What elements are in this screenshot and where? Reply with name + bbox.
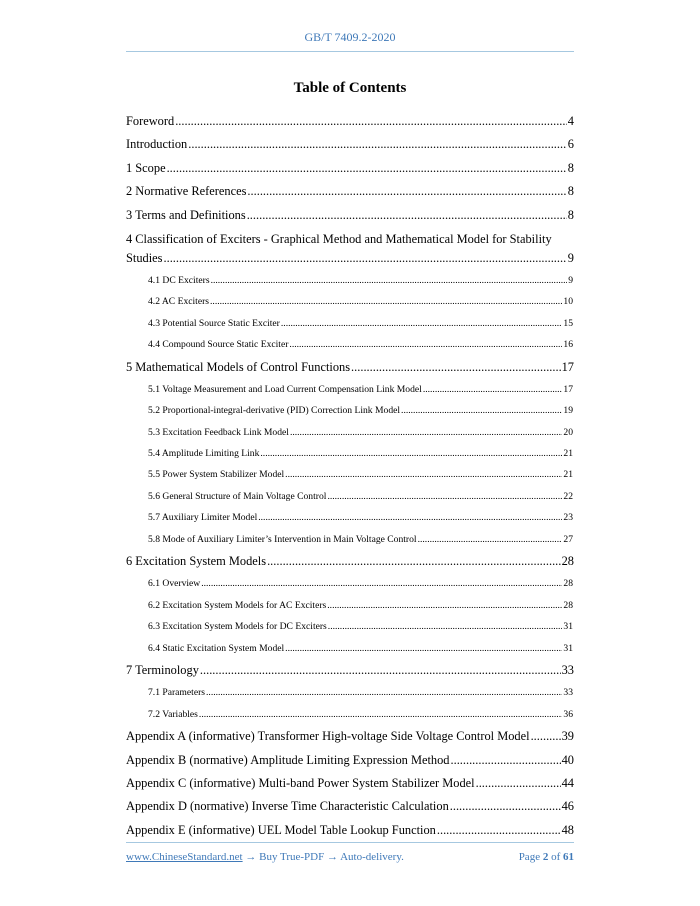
toc-entry[interactable] xyxy=(126,270,574,291)
toc-entry-label: 4.3 Potential Source Static Exciter xyxy=(148,317,280,329)
toc-entry[interactable] xyxy=(126,638,574,659)
toc-entry[interactable] xyxy=(126,507,574,528)
dot-leader xyxy=(531,725,561,748)
toc-entry-wrapped[interactable] xyxy=(126,227,574,267)
toc-entry[interactable] xyxy=(126,573,574,594)
chinesestandard-link[interactable]: www.ChineseStandard.net xyxy=(126,851,243,863)
toc-entry-page: 10 xyxy=(563,296,573,308)
dot-leader xyxy=(289,334,562,355)
toc-entry-label: Studies xyxy=(126,250,163,265)
page-current: 2 xyxy=(542,851,549,863)
toc-entry-page: 20 xyxy=(563,426,573,438)
toc-entry[interactable] xyxy=(126,486,574,507)
toc-entry-page: 28 xyxy=(563,599,573,611)
dot-leader xyxy=(210,291,562,312)
toc-entry[interactable] xyxy=(126,249,574,267)
toc-entry[interactable] xyxy=(126,157,574,180)
toc-entry-page: 31 xyxy=(563,621,573,633)
dot-leader xyxy=(476,772,561,795)
toc-entry-label: Appendix B (normative) Amplitude Limiting Expression Method xyxy=(126,752,450,767)
dot-leader xyxy=(247,204,567,227)
header-divider xyxy=(126,51,574,52)
toc-entry-page: 28 xyxy=(563,578,573,590)
toc-entry[interactable] xyxy=(126,529,574,550)
toc-entry[interactable] xyxy=(126,795,574,818)
page-number xyxy=(519,851,574,863)
toc-entry-label: 6 Excitation System Models xyxy=(126,554,267,569)
dot-leader xyxy=(258,507,562,528)
toc-entry-label: 5.8 Mode of Auxiliary Limiter’s Intervention in Main Voltage Control xyxy=(148,533,417,545)
toc-entry-label: 6.2 Excitation System Models for AC Exciters xyxy=(148,599,327,611)
toc-entry-label: 5.3 Excitation Feedback Link Model xyxy=(148,426,289,438)
toc-entry-page: 22 xyxy=(563,490,573,502)
toc-entry-page: 17 xyxy=(561,359,574,374)
toc-entry-label: 4.2 AC Exciters xyxy=(148,296,210,308)
toc-entry-page: 27 xyxy=(563,533,573,545)
toc-entry-label: 7 Terminology xyxy=(126,662,199,677)
dot-leader xyxy=(200,659,561,682)
dot-leader xyxy=(285,464,562,485)
toc-entry-label: 5.7 Auxiliary Limiter Model xyxy=(148,512,258,524)
toc-entry-label: 5.5 Power System Stabilizer Model xyxy=(148,469,285,481)
toc-entry[interactable] xyxy=(126,725,574,748)
page-title: Table of Contents xyxy=(293,80,407,96)
page-footer xyxy=(126,851,574,863)
toc-entry[interactable] xyxy=(126,595,574,616)
toc-entry-page: 19 xyxy=(563,405,573,417)
toc-entry-label: 5.1 Voltage Measurement and Load Current Compensation Link Model xyxy=(148,383,422,395)
toc-entry[interactable] xyxy=(126,443,574,464)
toc-entry-page: 21 xyxy=(563,448,573,460)
toc-entry-label: 3 Terms and Definitions xyxy=(126,207,246,222)
footer-left xyxy=(126,851,404,863)
page-total: 61 xyxy=(563,851,574,863)
dot-leader xyxy=(199,704,562,725)
toc-entry[interactable] xyxy=(126,400,574,421)
toc-entry[interactable] xyxy=(126,772,574,795)
toc-entry-page: 6 xyxy=(567,137,574,152)
toc-entry-label: Appendix C (informative) Multi-band Power System Stabilizer Model xyxy=(126,775,475,790)
dot-leader xyxy=(328,616,563,637)
toc-entry[interactable] xyxy=(126,749,574,772)
dot-leader xyxy=(327,595,562,616)
toc-entry-label: 2 Normative References xyxy=(126,184,247,199)
dot-leader xyxy=(437,819,561,842)
toc-entry-page: 16 xyxy=(563,339,573,351)
toc-entry-page: 17 xyxy=(563,383,573,395)
toc-entry-label: Appendix E (informative) UEL Model Table Lookup Function xyxy=(126,822,436,837)
toc-entry-label: 5.4 Amplitude Limiting Link xyxy=(148,448,260,460)
toc-entry[interactable] xyxy=(126,110,574,133)
dot-leader xyxy=(175,110,567,133)
dot-leader xyxy=(327,486,562,507)
toc-entry[interactable] xyxy=(126,682,574,703)
dot-leader xyxy=(211,270,568,291)
dot-leader xyxy=(290,422,562,443)
dot-leader xyxy=(201,573,562,594)
toc-entry-page: 15 xyxy=(563,317,573,329)
toc-entry-page: 44 xyxy=(561,775,574,790)
toc-entry-label: 4.1 DC Exciters xyxy=(148,274,210,286)
toc-entry-page: 48 xyxy=(561,822,574,837)
toc-entry-page: 39 xyxy=(561,729,574,744)
toc-entry[interactable] xyxy=(126,422,574,443)
toc-entry[interactable] xyxy=(126,291,574,312)
toc-entry-page: 9 xyxy=(567,250,574,265)
toc-entry[interactable] xyxy=(126,356,574,379)
toc-entry-page: 40 xyxy=(561,752,574,767)
toc-entry-page: 21 xyxy=(563,469,573,481)
toc-entry-label-line1: 4 Classification of Exciters - Graphical Method and Mathematical Model for Stability xyxy=(126,231,552,246)
toc-entry[interactable] xyxy=(126,379,574,400)
running-header: GB/T 7409.2-2020 xyxy=(304,30,396,44)
toc-entry-label: 6.1 Overview xyxy=(148,578,201,590)
toc-entry[interactable] xyxy=(126,550,574,573)
page-of: of xyxy=(551,851,561,863)
dot-leader xyxy=(451,749,561,772)
toc-entry-label: 6.3 Excitation System Models for DC Exciters xyxy=(148,621,327,633)
toc-entry-label: 4.4 Compound Source Static Exciter xyxy=(148,339,289,351)
footer-tagline: → Buy True-PDF → Auto-delivery. xyxy=(242,851,404,863)
toc-entry[interactable] xyxy=(126,180,574,203)
toc-entry-page: 23 xyxy=(563,512,573,524)
toc-entry-label: Introduction xyxy=(126,137,188,152)
toc-entry-page: 33 xyxy=(563,687,573,699)
toc-entry-page: 33 xyxy=(561,662,574,677)
toc-entry-label: 6.4 Static Excitation System Model xyxy=(148,642,285,654)
toc-entry-label: 5 Mathematical Models of Control Functions xyxy=(126,359,351,374)
toc-entry-page: 8 xyxy=(567,160,574,175)
footer-divider xyxy=(126,842,574,843)
toc-entry-label: 7.1 Parameters xyxy=(148,687,206,699)
toc-entry-page: 8 xyxy=(567,207,574,222)
toc-entry[interactable] xyxy=(126,204,574,227)
dot-leader xyxy=(247,180,566,203)
toc-entry-page: 31 xyxy=(563,642,573,654)
toc-entry-label: 5.6 General Structure of Main Voltage Control xyxy=(148,490,327,502)
toc-entry[interactable] xyxy=(126,464,574,485)
toc-entry[interactable] xyxy=(126,659,574,682)
dot-leader xyxy=(188,133,567,156)
dot-leader xyxy=(164,249,567,267)
toc-entry[interactable] xyxy=(126,819,574,842)
dot-leader xyxy=(285,638,562,659)
toc-entry[interactable] xyxy=(126,334,574,355)
toc-entry-label: 5.2 Proportional-integral-derivative (PID) Correction Link Model xyxy=(148,405,401,417)
toc-entry-page: 36 xyxy=(563,708,573,720)
table-of-contents xyxy=(126,110,574,842)
toc-entry[interactable] xyxy=(126,313,574,334)
dot-leader xyxy=(423,379,563,400)
dot-leader xyxy=(167,157,567,180)
toc-entry-page: 9 xyxy=(568,274,573,286)
dot-leader xyxy=(281,313,563,334)
toc-entry[interactable] xyxy=(126,704,574,725)
toc-entry[interactable] xyxy=(126,133,574,156)
dot-leader xyxy=(260,443,562,464)
toc-entry-label: Appendix D (normative) Inverse Time Characteristic Calculation xyxy=(126,799,449,814)
toc-entry[interactable] xyxy=(126,616,574,637)
toc-entry-page: 8 xyxy=(567,184,574,199)
dot-leader xyxy=(401,400,562,421)
toc-entry-label: 7.2 Variables xyxy=(148,708,198,720)
dot-leader xyxy=(267,550,561,573)
toc-entry-label: Appendix A (informative) Transformer High-voltage Side Voltage Control Model xyxy=(126,729,530,744)
dot-leader xyxy=(418,529,563,550)
dot-leader xyxy=(206,682,562,703)
toc-entry-page: 28 xyxy=(561,554,574,569)
dot-leader xyxy=(450,795,561,818)
dot-leader xyxy=(351,356,561,379)
toc-entry-label: 1 Scope xyxy=(126,160,166,175)
toc-entry-label: Foreword xyxy=(126,114,175,128)
page-word: Page xyxy=(518,851,541,863)
toc-entry-page: 46 xyxy=(561,799,574,814)
toc-entry-page: 4 xyxy=(567,114,574,128)
